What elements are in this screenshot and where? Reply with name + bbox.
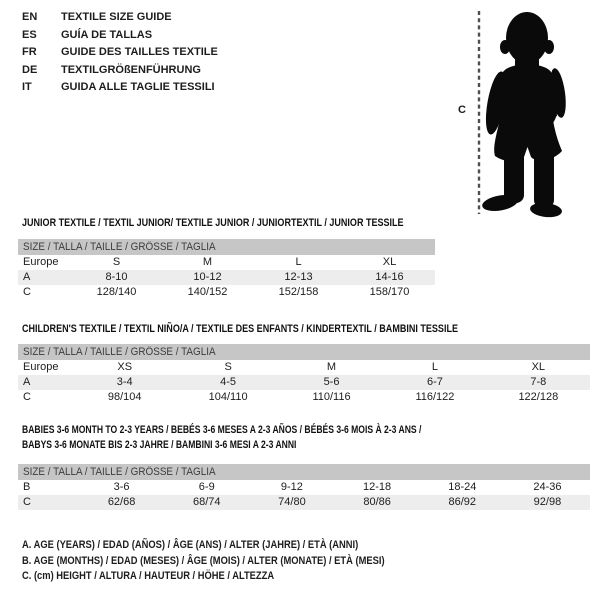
table-cell: 10-12 [193,271,222,283]
language-row-it [22,79,218,97]
language-code: ES [22,28,37,41]
children-table-title [22,322,554,337]
table-row [18,390,590,405]
babies-table-title-line1: BABIES 3-6 MONTH TO 2-3 YEARS / BEBÉS 3-6 MESES A 2-3 AÑOS / BÉBÉS 3-6 MOIS À 2-3 ANS / [22,424,422,436]
height-measure-figure [452,6,592,221]
legend-text-b: B. AGE (MONTHS) / EDAD (MESES) / ÂGE (MOIS) / ALTER (MONATE) / ETÀ (MESI) [22,554,385,567]
language-code: IT [22,81,32,93]
toddler-silhouette-illustration [452,6,592,221]
legend-text-a: A. AGE (YEARS) / EDAD (AÑOS) / ÂGE (ANS) / ALTER (JAHRE) / ETÀ (ANNI) [22,539,359,551]
table-cell: S [224,361,232,373]
table-cell: 3-6 [113,481,130,493]
table-cell: 6-7 [426,376,443,388]
table-cell: 74/80 [278,496,306,508]
table-cell: L [295,256,302,268]
table-cell: 7-8 [530,376,547,388]
size-header-bar [18,239,435,255]
babies-table-title-line2: BABYS 3-6 MONATE BIS 2-3 JAHRE / BAMBINI 3-6 MESI A 2-3 ANNI [22,438,297,451]
junior-table-title [22,216,487,231]
table-row [18,495,590,510]
language-label: GUIDA ALLE TAGLIE TESSILI [61,81,215,93]
table-cell: 12-18 [363,481,392,493]
row-label: C [23,496,31,508]
table-row [18,375,590,390]
table-cell: M [326,361,337,373]
row-label: A [23,376,31,388]
table-cell: 9-12 [280,481,303,493]
junior-table-title-text: JUNIOR TEXTILE / TEXTIL JUNIOR/ TEXTILE JUNIOR / JUNIORTEXTIL / JUNIOR TESSILE [22,217,404,229]
row-label: Europe [23,361,59,373]
legend-line-c [22,569,449,585]
table-row [18,270,435,285]
table-cell: 158/170 [369,286,410,298]
size-header-label: SIZE / TALLA / TAILLE / GRÖSSE / TAGLIA [23,241,216,253]
language-label: TEXTILGRÖßENFÜHRUNG [61,63,201,76]
table-cell: 62/68 [107,496,136,508]
size-header-label: SIZE / TALLA / TAILLE / GRÖSSE / TAGLIA [23,466,216,478]
size-header-bar [18,344,590,360]
language-code: FR [22,46,37,58]
table-cell: 92/98 [533,496,562,508]
table-cell: 18-24 [448,481,477,493]
table-cell: 68/74 [192,496,221,508]
size-header-label: SIZE / TALLA / TAILLE / GRÖSSE / TAGLIA [23,346,216,358]
row-label: C [23,391,31,403]
table-cell: 152/158 [278,286,319,298]
babies-table-title [22,423,534,452]
row-label: Europe [23,256,59,268]
table-cell: 128/140 [96,286,137,298]
table-cell: 14-16 [375,271,404,283]
row-label: A [23,271,31,283]
table-cell: 6-9 [198,481,215,493]
table-cell: 5-6 [323,376,340,388]
table-cell: 4-5 [220,376,237,388]
legend-line-b [22,554,449,570]
language-row-es [22,27,218,45]
row-label: B [23,481,31,493]
legend-line-a [22,538,449,554]
language-code: EN [22,11,38,23]
language-list [22,9,218,97]
table-cell: 12-13 [284,271,313,283]
table-row [18,360,590,375]
table-cell: XL [382,256,397,268]
table-cell: L [431,361,438,373]
table-cell: 110/116 [312,391,351,403]
table-cell: 98/104 [107,391,142,403]
table-cell: 24-36 [533,481,562,493]
language-label: GUIDE DES TAILLES TEXTILE [61,46,218,58]
table-cell: 140/152 [187,286,228,298]
language-code: DE [22,63,38,76]
measure-label-c: C [458,104,466,116]
table-row [18,480,590,495]
children-size-table [18,344,590,405]
row-label: C [23,286,31,298]
language-row-de [22,62,218,80]
table-cell: 122/128 [518,391,559,403]
junior-size-table [18,239,435,300]
language-label: TEXTILE SIZE GUIDE [61,11,172,23]
toddler-silhouette [481,12,568,219]
legend-text-c: C. (cm) HEIGHT / ALTURA / HAUTEUR / HÖHE / ALTEZZA [22,570,275,582]
table-cell: 86/92 [448,496,477,508]
table-cell: M [202,256,213,268]
table-cell: 8-10 [105,271,128,283]
table-row [18,285,435,300]
language-label: GUÍA DE TALLAS [61,28,153,41]
table-cell: 3-4 [116,376,133,388]
measurement-legend [22,538,449,585]
children-table-title-text: CHILDREN'S TEXTILE / TEXTIL NIÑO/A / TEXTILE DES ENFANTS / KINDERTEXTIL / BAMBINI TESSILE [22,323,458,335]
table-cell: 80/86 [363,496,391,508]
language-row-en [22,9,218,27]
table-cell: 116/122 [415,391,455,403]
size-header-bar [18,464,590,480]
babies-size-table [18,464,590,510]
table-cell: XL [531,361,546,373]
table-cell: XS [117,361,133,373]
table-cell: S [112,256,121,268]
table-row [18,255,435,270]
language-row-fr [22,44,218,62]
table-cell: 104/110 [208,391,248,403]
